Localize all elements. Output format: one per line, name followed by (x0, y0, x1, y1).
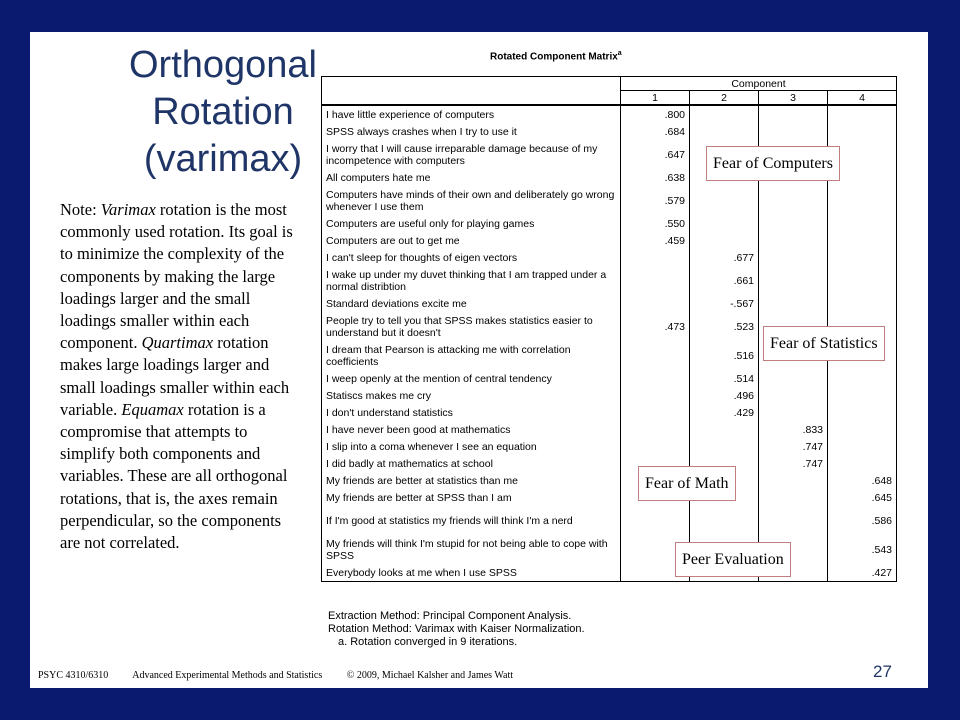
item-label: I dream that Pearson is attacking me with correlation coefficients (322, 341, 621, 370)
loading-value: .429 (690, 404, 759, 421)
loading-value (759, 370, 828, 387)
matrix-row (322, 387, 897, 404)
item-label: People try to tell you that SPSS makes statistics easier to understand but it doesn't (322, 312, 621, 341)
loading-value (828, 387, 897, 404)
loading-value: .427 (828, 564, 897, 582)
loading-value (828, 123, 897, 140)
loading-value: .661 (690, 266, 759, 295)
column-header: 1 (621, 91, 690, 106)
loading-value (828, 249, 897, 266)
loading-value (759, 105, 828, 123)
loading-value (621, 506, 690, 535)
item-label: I did badly at mathematics at school (322, 455, 621, 472)
matrix-row (322, 535, 897, 564)
item-label: I weep openly at the mention of central tendency (322, 370, 621, 387)
loading-value (759, 489, 828, 506)
note-text: rotation is the most commonly used rotation. Its goal is to minimize the complexity of the components by making the large loadings larger and the small loadings smaller within each component. (60, 200, 293, 353)
matrix-row (322, 370, 897, 387)
loading-value (759, 186, 828, 215)
loading-value: .586 (828, 506, 897, 535)
loading-value (828, 404, 897, 421)
item-label: I worry that I will cause irreparable damage because of my incompetence with computers (322, 140, 621, 169)
matrix-footnotes (328, 610, 585, 649)
loading-value (759, 249, 828, 266)
loading-value (759, 232, 828, 249)
matrix-row (322, 105, 897, 123)
loading-value (759, 404, 828, 421)
loading-value (828, 295, 897, 312)
item-label: I have never been good at mathematics (322, 421, 621, 438)
component-header: Component (621, 77, 897, 91)
loading-value: .747 (759, 438, 828, 455)
loading-value (828, 186, 897, 215)
item-label: Statiscs makes me cry (322, 387, 621, 404)
loading-value (690, 105, 759, 123)
callout-fear-of-computers: Fear of Computers (706, 146, 840, 181)
loading-value (828, 438, 897, 455)
loading-value (828, 421, 897, 438)
loading-value (621, 295, 690, 312)
matrix-title (490, 50, 710, 62)
item-label: All computers hate me (322, 169, 621, 186)
item-label: My friends will think I'm stupid for not being able to cope with SPSS (322, 535, 621, 564)
loading-value: .648 (828, 472, 897, 489)
loading-value (828, 266, 897, 295)
slide-footer (38, 670, 535, 681)
item-label: I slip into a coma whenever I see an equation (322, 438, 621, 455)
slide-title: Orthogonal Rotation (varimax) (128, 44, 317, 180)
footer-course-code: PSYC 4310/6310 (38, 670, 109, 681)
matrix-row (322, 266, 897, 295)
matrix-row (322, 438, 897, 455)
loading-value (759, 506, 828, 535)
loading-value (621, 341, 690, 370)
loading-value (759, 295, 828, 312)
loading-value (828, 215, 897, 232)
loading-value (759, 266, 828, 295)
loading-value (621, 404, 690, 421)
loading-value (690, 123, 759, 140)
matrix-row (322, 489, 897, 506)
loading-value (621, 266, 690, 295)
item-label: Computers have minds of their own and deliberately go wrong whenever I use them (322, 186, 621, 215)
loading-value: -.567 (690, 295, 759, 312)
footer-course-name: Advanced Experimental Methods and Statistics (132, 670, 323, 681)
matrix-title-text: Rotated Component Matrix (490, 51, 618, 63)
loading-value (690, 438, 759, 455)
loading-value (690, 186, 759, 215)
loading-value: .516 (690, 341, 759, 370)
callout-peer-evaluation: Peer Evaluation (675, 542, 791, 577)
footnote-convergence: a. Rotation converged in 9 iterations. (338, 636, 518, 648)
matrix-row (322, 232, 897, 249)
loading-value: .473 (621, 312, 690, 341)
loading-value (759, 123, 828, 140)
loading-value: .550 (621, 215, 690, 232)
loading-value: .496 (690, 387, 759, 404)
loading-value (690, 421, 759, 438)
column-header: 2 (690, 91, 759, 106)
loading-value (759, 215, 828, 232)
loading-value (828, 455, 897, 472)
matrix-row (322, 455, 897, 472)
loading-value (759, 387, 828, 404)
matrix-row (322, 295, 897, 312)
slide (30, 32, 928, 688)
item-label: SPSS always crashes when I try to use it (322, 123, 621, 140)
loading-value: .579 (621, 186, 690, 215)
note-text: Note: (60, 200, 101, 219)
footnote-extraction: Extraction Method: Principal Component Analysis. (328, 610, 572, 622)
loading-value: .684 (621, 123, 690, 140)
loading-value (690, 506, 759, 535)
matrix-row (322, 404, 897, 421)
note-italic-term: Equamax (121, 399, 184, 419)
matrix-row (322, 472, 897, 489)
matrix-row (322, 186, 897, 215)
loading-value: .677 (690, 249, 759, 266)
footer-copyright: © 2009, Michael Kalsher and James Watt (346, 670, 514, 681)
matrix-row (322, 123, 897, 140)
matrix-row (322, 249, 897, 266)
loading-value (828, 370, 897, 387)
loading-value (621, 421, 690, 438)
column-header: 4 (828, 91, 897, 106)
note-italic-term: Varimax (100, 200, 156, 219)
note-italic-term: Quartimax (141, 333, 214, 353)
callout-fear-of-math: Fear of Math (638, 466, 736, 501)
item-label: Everybody looks at me when I use SPSS (322, 564, 621, 582)
matrix-row (322, 564, 897, 582)
item-label: Computers are useful only for playing games (322, 215, 621, 232)
matrix-title-footnote-mark: a (617, 50, 622, 57)
loading-value: .543 (828, 535, 897, 564)
loading-value (828, 232, 897, 249)
loading-value (759, 472, 828, 489)
loading-value: .523 (690, 312, 759, 341)
loading-value (621, 387, 690, 404)
item-label: Computers are out to get me (322, 232, 621, 249)
loading-value (828, 105, 897, 123)
loading-value: .747 (759, 455, 828, 472)
item-label: I can't sleep for thoughts of eigen vectors (322, 249, 621, 266)
loading-value (690, 232, 759, 249)
item-label: I wake up under my duvet thinking that I am trapped under a normal distribtion (322, 266, 621, 295)
loading-value: .645 (828, 489, 897, 506)
header-corner-lower (322, 91, 621, 106)
loading-value: .638 (621, 169, 690, 186)
loading-value (690, 215, 759, 232)
rotation-note (60, 199, 296, 554)
page-number: 27 (873, 662, 892, 681)
loading-value: .514 (690, 370, 759, 387)
item-label: I don't understand statistics (322, 404, 621, 421)
footnote-rotation: Rotation Method: Varimax with Kaiser Normalization. (328, 623, 585, 635)
item-label: My friends are better at statistics than me (322, 472, 621, 489)
loading-value: .459 (621, 232, 690, 249)
item-label: I have little experience of computers (322, 105, 621, 123)
header-corner (322, 77, 621, 91)
matrix-row (322, 421, 897, 438)
item-label: Standard deviations excite me (322, 295, 621, 312)
loading-value: .833 (759, 421, 828, 438)
item-label: If I'm good at statistics my friends will think I'm a nerd (322, 506, 621, 535)
loading-value (621, 438, 690, 455)
loading-value (621, 249, 690, 266)
note-text: rotation is a compromise that attempts to simplify both components and variables. These are all orthogonal rotations, that is, the axes remain perpendicular, so the components are not correlated. (60, 399, 288, 553)
note-text: rotation makes large loadings larger and small loadings smaller within each variable. (60, 333, 290, 419)
column-header: 3 (759, 91, 828, 106)
loading-value: .800 (621, 105, 690, 123)
matrix-row (322, 506, 897, 535)
matrix-row (322, 215, 897, 232)
callout-fear-of-statistics: Fear of Statistics (763, 326, 885, 361)
item-label: My friends are better at SPSS than I am (322, 489, 621, 506)
loading-value (621, 370, 690, 387)
loading-value: .647 (621, 140, 690, 169)
